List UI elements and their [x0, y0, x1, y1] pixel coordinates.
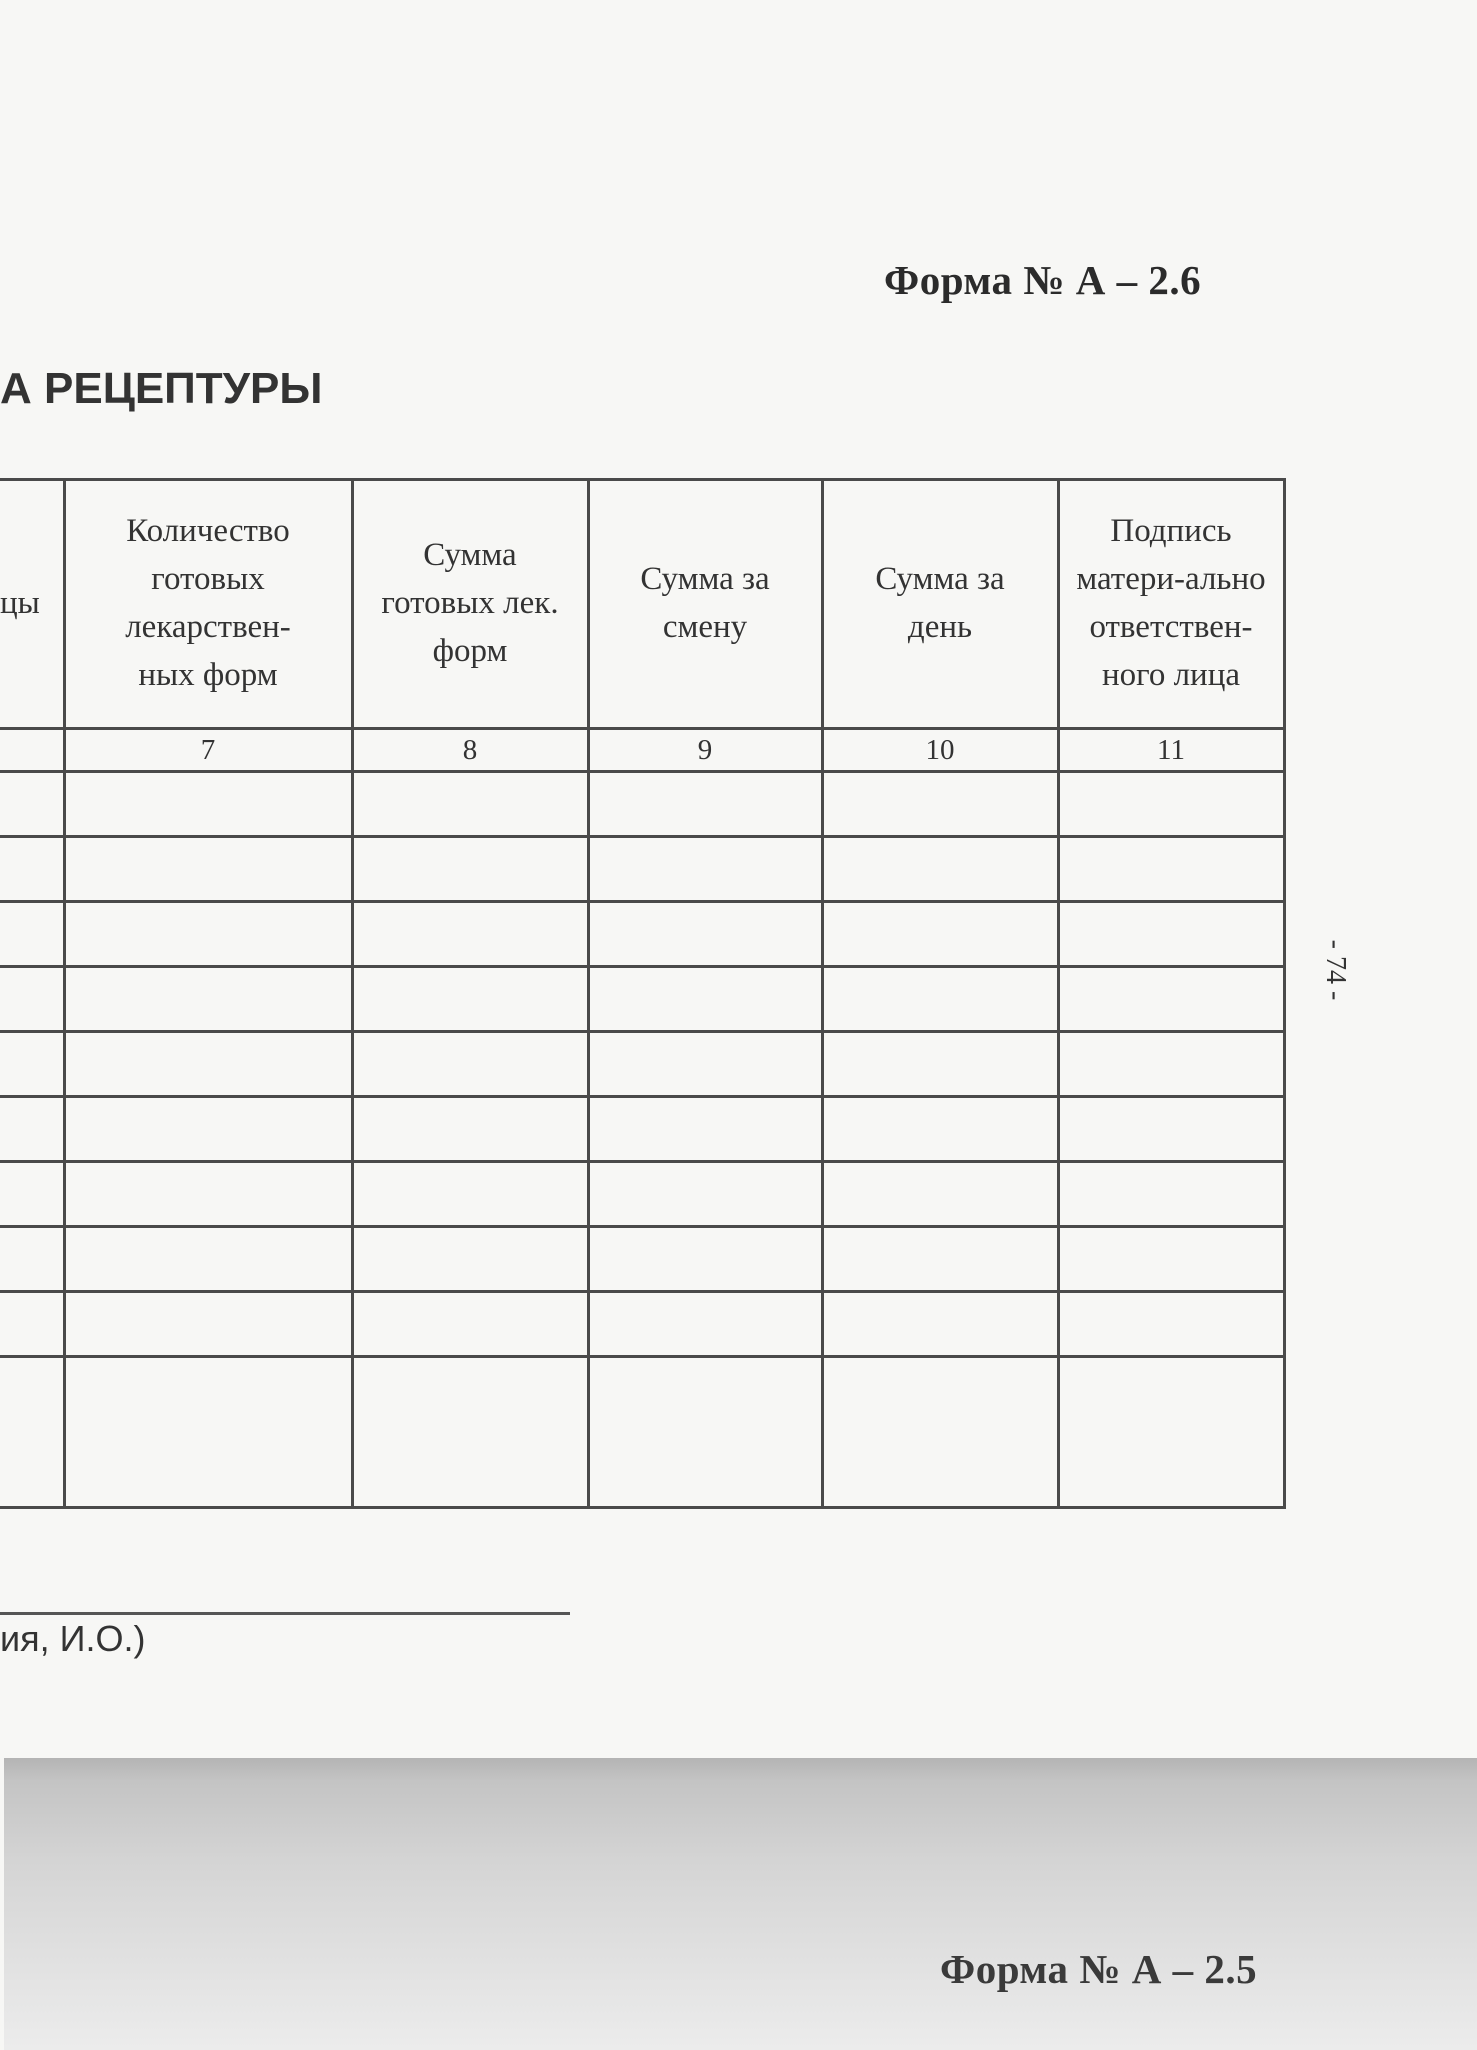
table-cell: [588, 1097, 822, 1162]
table-cell: [0, 1097, 64, 1162]
form-number: Форма № А – 2.6: [884, 257, 1202, 303]
column-number: 7: [64, 729, 352, 772]
table-cell: [0, 1357, 64, 1508]
header-cell-sum-day: Сумма за день: [822, 480, 1058, 729]
table-cell: [64, 967, 352, 1032]
header-cell-partial: цы: [0, 480, 64, 729]
table-row: [0, 1032, 1284, 1097]
table-cell: [1058, 837, 1284, 902]
table-row: [0, 1097, 1284, 1162]
table-cell: [0, 1227, 64, 1292]
table-cell: [352, 1357, 588, 1508]
table-cell: [588, 1292, 822, 1357]
table-cell: [352, 1162, 588, 1227]
column-number: 8: [352, 729, 588, 772]
table-cell: [64, 1032, 352, 1097]
table-cell: [588, 902, 822, 967]
column-number: 10: [822, 729, 1058, 772]
table-cell: [64, 1292, 352, 1357]
table-cell: [822, 837, 1058, 902]
table-cell: [352, 1097, 588, 1162]
table-row: [0, 1227, 1284, 1292]
table-cell: [822, 1162, 1058, 1227]
table-cell: [352, 902, 588, 967]
next-page-edge: [4, 1758, 1477, 2050]
table-cell: [0, 772, 64, 837]
column-number: 9: [588, 729, 822, 772]
table-cell: [64, 1097, 352, 1162]
table-row: [0, 1292, 1284, 1357]
table-row: [0, 837, 1284, 902]
table-cell: [822, 1357, 1058, 1508]
header-cell-signature: Подпись матери-ально ответствен-ного лица: [1058, 480, 1284, 729]
table-row: [0, 1162, 1284, 1227]
table-cell: [352, 1032, 588, 1097]
column-number: 11: [1058, 729, 1284, 772]
table-row: [0, 772, 1284, 837]
table-cell: [1058, 1292, 1284, 1357]
table-cell: [1058, 1097, 1284, 1162]
table-cell: [822, 1292, 1058, 1357]
table-cell: [588, 1357, 822, 1508]
table-cell: [352, 967, 588, 1032]
table-header-row: [0, 480, 1284, 729]
table-cell: [822, 967, 1058, 1032]
table-cell: [588, 1032, 822, 1097]
table-cell: [1058, 902, 1284, 967]
table-cell: [822, 1227, 1058, 1292]
table-row: [0, 1357, 1284, 1508]
table-cell: [1058, 967, 1284, 1032]
table-cell: [588, 1162, 822, 1227]
table-cell: [822, 902, 1058, 967]
table-cell: [588, 1227, 822, 1292]
table-cell: [64, 1227, 352, 1292]
page-number: - 74 -: [1320, 939, 1351, 1001]
table-cell: [1058, 1162, 1284, 1227]
table-cell: [822, 1097, 1058, 1162]
table-cell: [1058, 1032, 1284, 1097]
table-cell: [352, 772, 588, 837]
table-cell: [822, 1032, 1058, 1097]
header-cell-sum-forms: Сумма готовых лек. форм: [352, 480, 588, 729]
signature-caption: ия, И.О.): [0, 1618, 146, 1659]
header-cell-quantity: Количество готовых лекарствен-ных форм: [64, 480, 352, 729]
table-cell: [0, 837, 64, 902]
table-cell: [1058, 1227, 1284, 1292]
document-title: А РЕЦЕПТУРЫ: [0, 364, 323, 413]
table-cell: [64, 837, 352, 902]
table-cell: [0, 1162, 64, 1227]
next-form-number: Форма № А – 2.5: [940, 1946, 1258, 1992]
table-cell: [64, 1162, 352, 1227]
table-cell: [64, 772, 352, 837]
table-row: [0, 967, 1284, 1032]
column-number-row: [0, 729, 1284, 772]
register-table: [0, 478, 1286, 1509]
table-cell: [588, 967, 822, 1032]
table-cell: [64, 1357, 352, 1508]
table-cell: [588, 772, 822, 837]
table-cell: [0, 902, 64, 967]
table-cell: [1058, 772, 1284, 837]
table-cell: [822, 772, 1058, 837]
signature-line: [0, 1612, 570, 1615]
table-cell: [0, 967, 64, 1032]
table-cell: [588, 837, 822, 902]
table-cell: [352, 1227, 588, 1292]
table-cell: [352, 1292, 588, 1357]
table-cell: [64, 902, 352, 967]
header-cell-sum-shift: Сумма за смену: [588, 480, 822, 729]
table-cell: [0, 1032, 64, 1097]
table-cell: [352, 837, 588, 902]
table-row: [0, 902, 1284, 967]
column-number: [0, 729, 64, 772]
table-cell: [1058, 1357, 1284, 1508]
table-cell: [0, 1292, 64, 1357]
